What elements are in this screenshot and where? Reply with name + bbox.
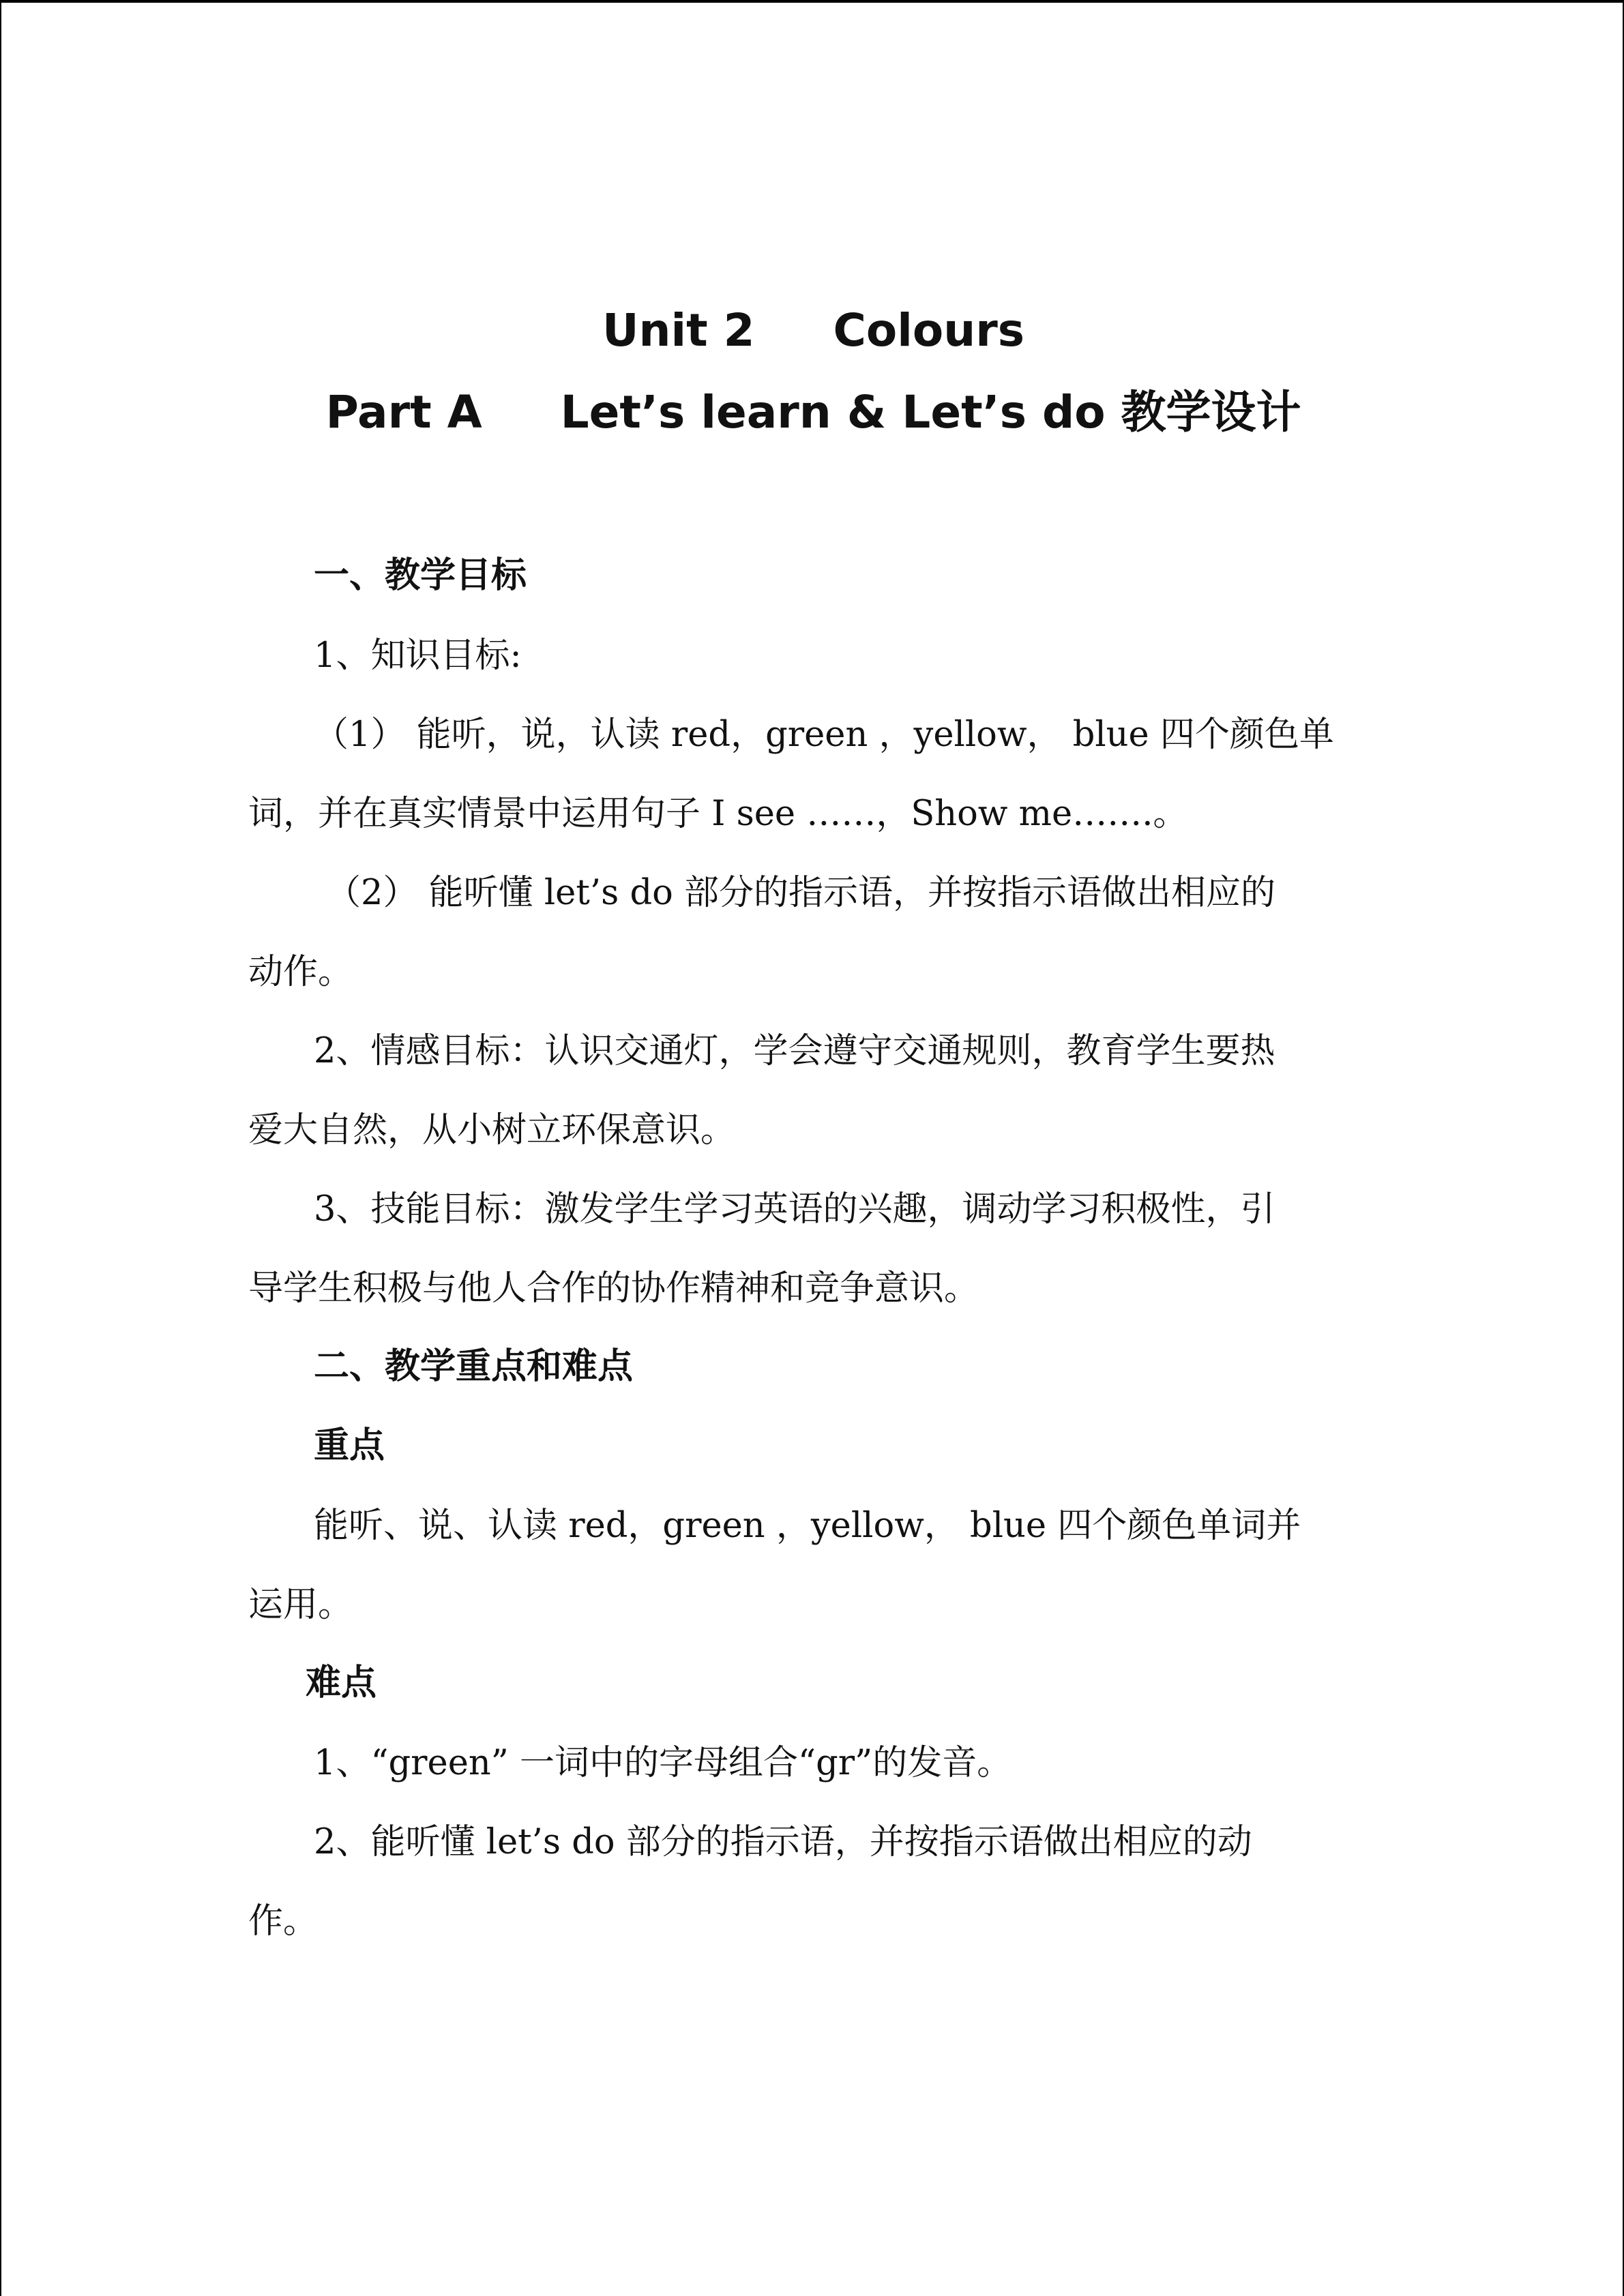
knowledge-objective-label: 1、知识目标: (314, 636, 522, 676)
key-point-line-2: 运用。 (248, 1585, 353, 1625)
section-heading-objectives: 一、教学目标 (314, 555, 527, 596)
document-subtitle: Part A Let’s learn & Let’s do 教学设计 (325, 386, 1301, 438)
skill-objective-line-2: 导学生积极与他人合作的协作精神和竞争意识。 (248, 1268, 979, 1309)
knowledge-item-1-line-1: （1） 能听，说，认读 red，green ，yellow， blue 四个颜色单 (314, 715, 1334, 755)
difficulty-item-2-line-1: 2、能听懂 let’s do 部分的指示语，并按指示语做出相应的动 (314, 1822, 1252, 1862)
key-point-line-1: 能听、说、认读 red，green ，yellow， blue 四个颜色单词并 (314, 1506, 1301, 1546)
key-point-label: 重点 (314, 1425, 385, 1466)
skill-objective-line-1: 3、技能目标：激发学生学习英语的兴趣，调动学习积极性，引 (314, 1189, 1275, 1229)
emotion-objective-line-1: 2、情感目标：认识交通灯，学会遵守交通规则，教育学生要热 (314, 1031, 1275, 1071)
difficulty-item-1: 1、“green” 一词中的字母组合“gr”的发音。 (314, 1743, 1012, 1783)
knowledge-item-1-line-2: 词，并在真实情景中运用句子 I see ……，Show me…….。 (248, 794, 1188, 834)
knowledge-item-2-line-2: 动作。 (248, 952, 353, 992)
difficulty-label: 难点 (306, 1663, 377, 1703)
emotion-objective-line-2: 爱大自然，从小树立环保意识。 (248, 1110, 736, 1150)
difficulty-item-2-line-2: 作。 (248, 1901, 319, 1941)
document-title: Unit 2 Colours (602, 304, 1025, 357)
knowledge-item-2-line-1: （2） 能听懂 let’s do 部分的指示语，并按指示语做出相应的 (326, 873, 1276, 913)
section-heading-key-points: 二、教学重点和难点 (314, 1346, 634, 1387)
